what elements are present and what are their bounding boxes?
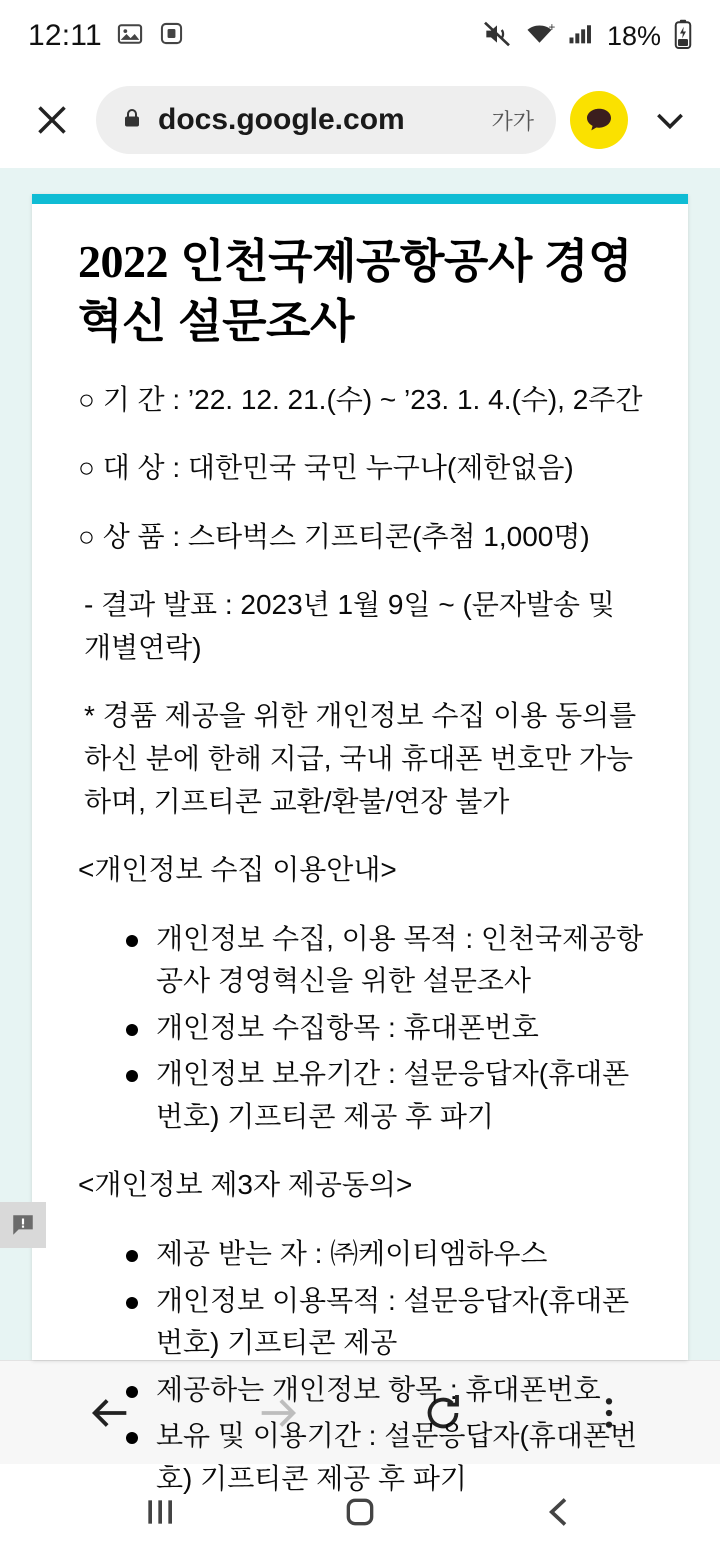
mute-icon (481, 18, 513, 55)
google-form-card (32, 194, 688, 1494)
list-item: 개인정보 수집, 이용 목적 : 인천국제공항공사 경영혁신을 위한 설문조사 (156, 918, 648, 1003)
section-heading-third-party: <개인정보 제3자 제공동의> (78, 1169, 413, 1201)
report-flag-button[interactable] (0, 1202, 46, 1248)
address-bar[interactable] (96, 86, 556, 154)
form-line-target: ○ 대 상 : 대한민국 국민 누구나(제한없음) (78, 452, 574, 484)
form-line-notice: * 경품 제공을 위한 개인정보 수집 이용 동의를 하신 분에 한해 지급, 국내 휴대폰 번호만 가능하며, 기프티콘 교환/환불/연장 불가 (84, 700, 637, 817)
list-item: 제공하는 개인정보 항목 : 휴대폰번호 (156, 1369, 648, 1412)
chevron-down-icon (650, 100, 690, 140)
web-page-viewport[interactable] (0, 168, 720, 1494)
section-heading-privacy-collection: <개인정보 수집 이용안내> (78, 854, 397, 886)
list-item: 보유 및 이용기간 : 설문응답자(휴대폰번호) 기프티콘 제공 후 파기 (156, 1415, 648, 1500)
form-line-prize: ○ 상 품 : 스타벅스 기프티콘(추첨 1,000명) (78, 520, 590, 552)
battery-icon (672, 19, 694, 54)
kakao-chat-button[interactable] (570, 91, 628, 149)
expand-toolbar-button[interactable] (642, 92, 698, 148)
wifi-icon (524, 18, 555, 54)
image-icon (116, 20, 144, 53)
list-item: 개인정보 보유기간 : 설문응답자(휴대폰번호) 기프티콘 제공 후 파기 (156, 1053, 648, 1138)
signal-icon (566, 20, 594, 53)
title-rest: 인천국제공항공사 경영혁신 설문조사 (78, 235, 632, 347)
privacy-collection-list (78, 918, 648, 1139)
close-tab-button[interactable] (22, 90, 82, 150)
status-clock: 12:11 (28, 19, 102, 52)
close-icon (32, 100, 72, 140)
list-item: 개인정보 수집항목 : 휴대폰번호 (156, 1007, 648, 1050)
lock-icon (120, 106, 144, 135)
form-line-result: - 결과 발표 : 2023년 1월 9일 ~ (문자발송 및 개별연락) (84, 589, 615, 663)
list-item: 개인정보 이용목적 : 설문응답자(휴대폰번호) 기프티콘 제공 (156, 1280, 648, 1365)
battery-percent: 18% (606, 20, 661, 51)
kakao-chat-icon (581, 102, 617, 138)
text-size-button[interactable]: 가가 (491, 108, 534, 134)
report-flag-icon (10, 1212, 36, 1238)
status-bar-left (28, 19, 185, 53)
status-bar-right (481, 18, 694, 55)
status-bar (0, 0, 720, 72)
list-item: 제공 받는 자 : ㈜케이티엠하우스 (156, 1233, 648, 1276)
third-party-list (78, 1233, 648, 1500)
svg-text:+: + (548, 20, 556, 34)
browser-url-bar (0, 72, 720, 168)
form-content (32, 204, 688, 1536)
title-year: 2022 (78, 236, 168, 287)
page-title (78, 232, 648, 351)
app-icon (158, 20, 185, 52)
url-text: docs.google.com (158, 103, 405, 136)
form-line-period: ○ 기 간 : ’22. 12. 21.(수) ~ ’23. 1. 4.(수), 2주간 (78, 383, 643, 415)
